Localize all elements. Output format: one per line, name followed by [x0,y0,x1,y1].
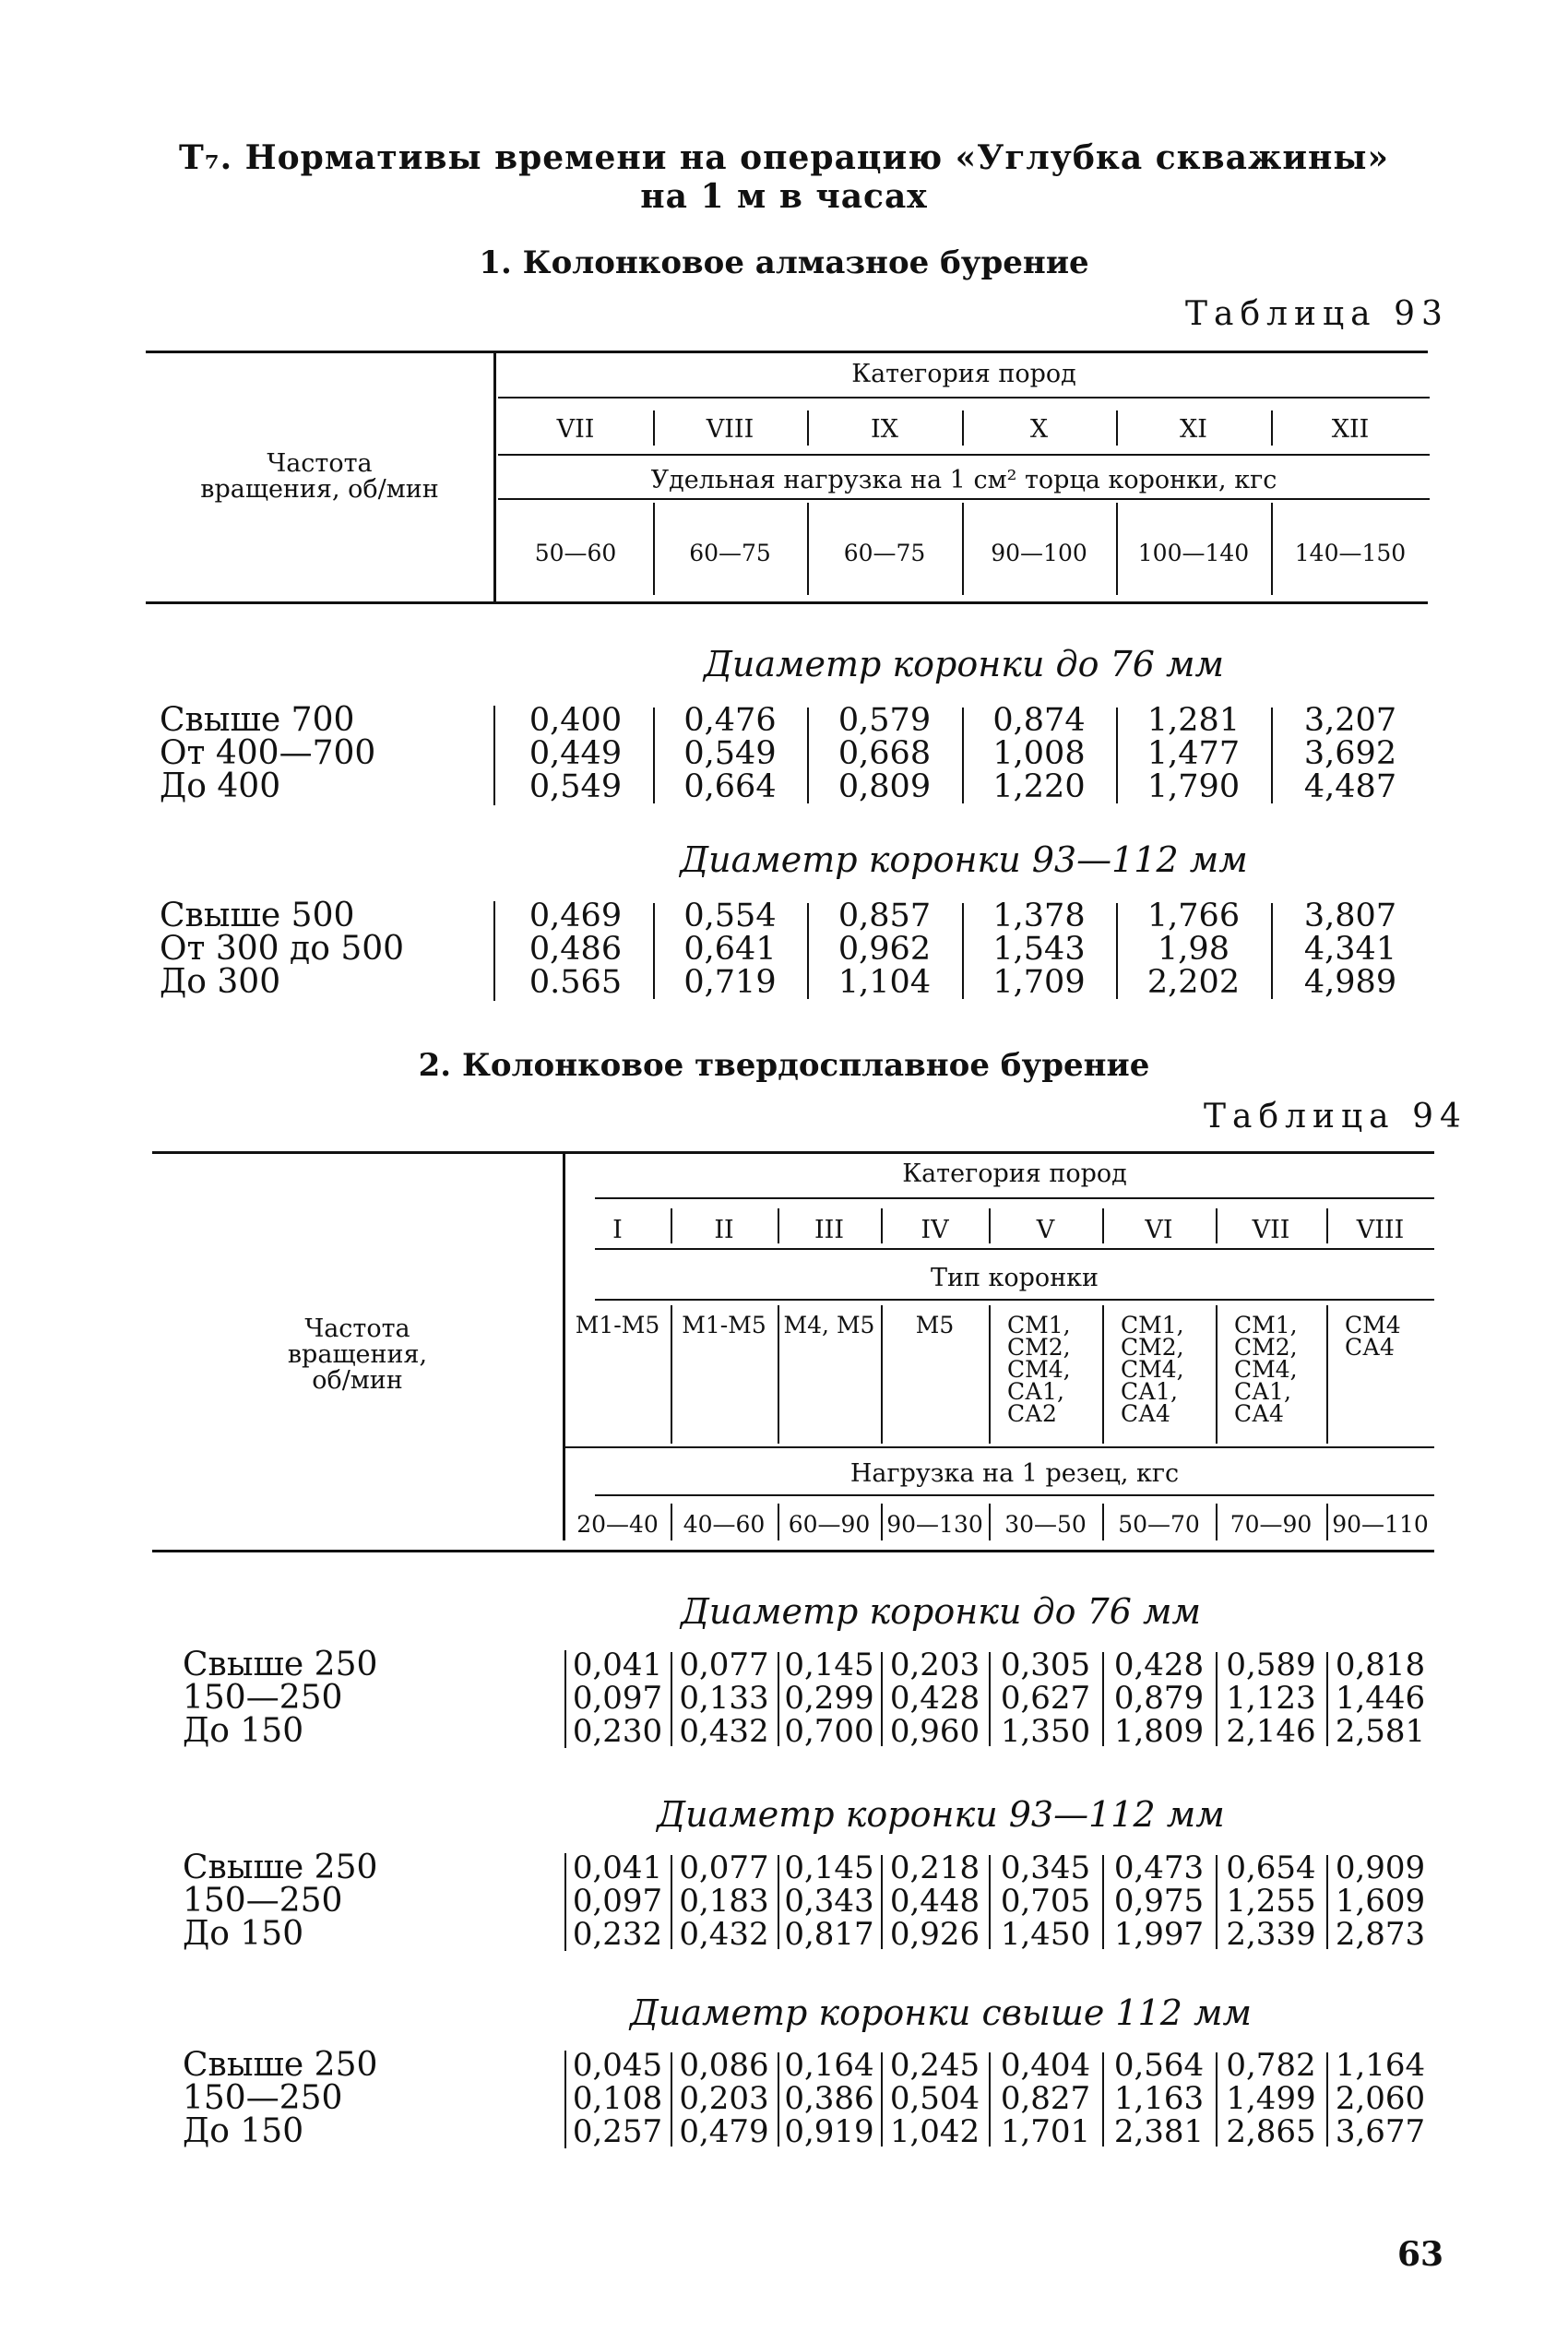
t94-crown-type-7: СМ4, [1234,1356,1298,1383]
t94-load-3: 60—90 [788,1511,871,1538]
t94-freq-label-1: Частота [304,1314,410,1343]
t94-cell: 0,108 [572,2080,663,2117]
t93-load-label: Удельная нагрузка на 1 см² торца коронки, кгс [650,466,1277,494]
t93-cell: 1,790 [1146,768,1241,805]
column-divider [1326,1504,1328,1540]
column-divider [1216,1855,1218,1949]
t94-cell: 1,450 [1000,1916,1091,1953]
t94-cell: 1,255 [1226,1883,1316,1920]
t93-category-6: XII [1331,415,1370,444]
column-divider [778,1855,779,1949]
t94-cell: 0,975 [1113,1883,1205,1920]
t94-crown-type-7: СА1, [1234,1378,1291,1405]
column-divider [989,1504,991,1540]
t94-cell: 0,654 [1226,1849,1316,1886]
t94-group-title: Диаметр коронки свыше 112 мм [629,1992,1253,2033]
t93-cell: 0,809 [837,768,932,805]
t94-cell: 1,446 [1335,1680,1426,1717]
t93-cell: 0,554 [683,898,777,934]
column-divider [989,1208,991,1243]
t94-freq-label-2: вращения, [287,1340,428,1369]
t94-crown-type-8: СМ4 [1345,1312,1401,1338]
t93-cell: 0,476 [683,702,777,739]
column-divider [1102,1652,1104,1746]
t94-cell: 0,097 [572,1883,663,1920]
t94-cell: 0,299 [784,1680,874,1717]
t93-category-1: VII [556,415,595,444]
t93-cell: 0,641 [683,931,777,968]
t94-cell: 0,564 [1113,2047,1205,2084]
t94-category-7: VII [1252,1216,1290,1244]
t94-category-3: III [814,1216,844,1244]
t94-cell: 0,345 [1000,1849,1091,1886]
t93-cell: 1,477 [1146,735,1241,772]
t93-cell: 0,664 [683,768,777,805]
t93-cell: 0,857 [837,898,932,934]
t93-cell: 0,579 [837,702,932,739]
section1-title: 1. Колонковое алмазное бурение [479,244,1089,281]
t94-category-4: IV [921,1216,949,1244]
t94-cell: 0,041 [572,1849,663,1886]
t93-load-4: 90—100 [991,540,1087,566]
column-divider [671,1208,672,1243]
t94-category-5: V [1036,1216,1055,1244]
t94-crown-type-5: СМ4, [1007,1356,1071,1383]
t94-cell: 0,473 [1113,1849,1205,1886]
t94-crown-type-6: СА4 [1121,1400,1170,1427]
t93-cell: 0,486 [529,931,623,968]
t94-cell: 0,218 [889,1849,980,1886]
t94-cell: 0,133 [679,1680,769,1717]
t94-cell: 0,245 [889,2047,980,2084]
t93-category-4: X [1029,415,1049,444]
t94-row-label: До 150 [183,1712,304,1750]
t93-cell: 0,874 [992,702,1086,739]
t94-cell: 0,343 [784,1883,874,1920]
t94-cell: 2,873 [1335,1916,1426,1953]
page-heading-line2: на 1 м в часах [640,177,928,216]
t94-cell: 1,701 [1000,2113,1091,2150]
t93-group-title: Диаметр коронки до 76 мм [704,644,1224,684]
t94-cell: 1,042 [889,2113,980,2150]
t94-row-label: 150—250 [183,1679,343,1717]
t93-cell: 1,220 [992,768,1086,805]
t93-cell: 1,766 [1146,898,1241,934]
column-divider [881,1504,883,1540]
column-divider [778,1652,779,1746]
t94-cell: 0,203 [679,2080,769,2117]
t94-cell: 0,203 [889,1647,980,1683]
column-divider [1326,1305,1328,1444]
table94-label: Таблица 94 [1204,1098,1467,1136]
t94-load-7: 70—90 [1229,1511,1313,1538]
column-divider [1216,1305,1218,1444]
t93-load-2: 60—75 [689,540,771,566]
t94-cell: 0,077 [679,1647,769,1683]
t94-cell: 1,164 [1335,2047,1426,2084]
t94-cell: 0,041 [572,1647,663,1683]
column-divider [989,1652,991,1746]
t93-row-label: Свыше 500 [160,897,355,934]
t94-crown-type-3: М4, М5 [783,1312,875,1338]
column-divider [1326,1208,1328,1243]
t94-cell: 0,504 [889,2080,980,2117]
t94-category-6: VI [1145,1216,1173,1244]
t94-cell: 0,164 [784,2047,874,2084]
column-divider [778,1208,779,1243]
t94-cell: 1,499 [1226,2080,1316,2117]
t94-cell: 0,045 [572,2047,663,2084]
t94-row-label: 150—250 [183,2079,343,2117]
t94-cell: 0,086 [679,2047,769,2084]
t94-cell: 0,386 [784,2080,874,2117]
column-divider [671,1305,672,1444]
t94-crown-type-1: М1-М5 [575,1312,660,1338]
t94-cell: 0,404 [1000,2047,1091,2084]
t93-cell: 0,549 [529,768,623,805]
t94-crown-type-7: СА4 [1234,1400,1284,1427]
t93-cell: 1,008 [992,735,1086,772]
t93-cell: 4,989 [1303,964,1397,1001]
t94-cell: 3,677 [1335,2113,1426,2150]
t94-load-2: 40—60 [683,1511,766,1538]
t93-cell: 0,668 [837,735,932,772]
t94-cell: 0,818 [1335,1647,1426,1683]
t94-cell: 2,146 [1226,1713,1316,1750]
t94-row-label: 150—250 [183,1882,343,1920]
t93-row-label: От 300 до 500 [160,930,405,968]
t93-cell: 3,692 [1303,735,1397,772]
column-divider [778,1305,779,1444]
t93-cell: 0.565 [529,964,623,1001]
column-divider [1326,1652,1328,1746]
t94-cell: 0,879 [1113,1680,1205,1717]
t93-row-label: До 400 [160,767,281,805]
t94-cell: 0,448 [889,1883,980,1920]
t93-load-1: 50—60 [534,540,617,566]
section2-title: 2. Колонковое твердосплавное бурение [418,1047,1150,1084]
column-divider [671,1855,672,1949]
t94-crown-type-4: М5 [915,1312,955,1338]
t94-cell: 0,428 [1113,1647,1205,1683]
t93-cell: 2,202 [1146,964,1241,1001]
t94-cell: 0,909 [1335,1849,1426,1886]
t94-cell: 0,589 [1226,1647,1316,1683]
t93-row-label: Свыше 700 [160,701,355,739]
t93-group-title: Диаметр коронки 93—112 мм [680,839,1248,880]
t93-cell: 4,341 [1303,931,1397,968]
t93-freq-label-2: вращения, об/мин [200,475,439,504]
column-divider [671,1652,672,1746]
column-divider [1102,1504,1104,1540]
column-divider [881,2052,883,2147]
t93-cell: 1,709 [992,964,1086,1001]
t93-row-label: До 300 [160,963,281,1001]
t94-row-label: До 150 [183,1915,304,1953]
column-divider [1102,1305,1104,1444]
t94-cell: 2,865 [1226,2113,1316,2150]
t94-crown-type-5: СМ2, [1007,1334,1071,1361]
column-divider [1102,1855,1104,1949]
column-divider [1216,2052,1218,2147]
t94-crown-type-8: СА4 [1345,1334,1395,1361]
t93-category-3: IX [871,415,898,444]
t94-category-label: Категория пород [902,1160,1127,1188]
t93-cell: 1,543 [992,931,1086,968]
t94-cell: 0,919 [784,2113,874,2150]
column-divider [1102,2052,1104,2147]
t94-cell: 2,339 [1226,1916,1316,1953]
t94-group-title: Диаметр коронки до 76 мм [681,1591,1201,1632]
t94-category-1: I [612,1216,623,1244]
table93-label: Таблица 93 [1185,295,1449,333]
column-divider [671,1504,672,1540]
t93-cell: 0,962 [837,931,932,968]
t94-cell: 0,817 [784,1916,874,1953]
t94-cell: 0,183 [679,1883,769,1920]
t93-category-5: XI [1180,415,1207,444]
column-divider [1326,1855,1328,1949]
column-divider [1216,1652,1218,1746]
t94-load-8: 90—110 [1332,1511,1429,1538]
t94-crown-type-5: СА1, [1007,1378,1064,1405]
t94-crown-type-5: СА2 [1007,1400,1057,1427]
t94-crown-type-2: М1-М5 [682,1312,766,1338]
t94-crown-type-7: СМ1, [1234,1312,1298,1338]
t94-cell: 0,077 [679,1849,769,1886]
t94-cell: 1,350 [1000,1713,1091,1750]
column-divider [778,2052,779,2147]
column-divider [671,2052,672,2147]
t94-cell: 0,627 [1000,1680,1091,1717]
t94-row-label: Свыше 250 [183,1849,378,1886]
t94-load-5: 30—50 [1004,1511,1087,1538]
t94-row-label: Свыше 250 [183,2046,378,2084]
t94-cell: 2,581 [1335,1713,1426,1750]
column-divider [1216,1208,1218,1243]
t94-load-label: Нагрузка на 1 резец, кгс [849,1459,1180,1488]
t93-load-5: 100—140 [1137,540,1250,566]
t93-cell: 0,469 [529,898,623,934]
t94-cell: 0,705 [1000,1883,1091,1920]
t94-crown-type-label: Тип коронки [930,1264,1099,1292]
t94-crown-type-6: СА1, [1121,1378,1178,1405]
page-heading-line1: Т₇. Нормативы времени на операцию «Углубка скважины» [179,138,1389,177]
column-divider [881,1652,883,1746]
t93-row-label: От 400—700 [160,734,376,772]
t93-cell: 1,98 [1158,931,1229,968]
t94-cell: 1,809 [1113,1713,1205,1750]
column-divider [1326,2052,1328,2147]
t94-load-6: 50—70 [1118,1511,1200,1538]
t94-cell: 0,145 [784,1849,874,1886]
column-divider [989,2052,991,2147]
column-divider [778,1504,779,1540]
t94-cell: 1,123 [1226,1680,1316,1717]
t94-row-label: До 150 [183,2112,304,2150]
column-divider [989,1305,991,1444]
t94-cell: 0,782 [1226,2047,1316,2084]
t93-cell: 0,719 [683,964,777,1001]
t94-freq-label-3: об/мин [312,1366,403,1395]
t94-crown-type-6: СМ2, [1121,1334,1184,1361]
t94-cell: 0,432 [679,1916,769,1953]
column-divider [1216,1504,1218,1540]
t94-cell: 0,097 [572,1680,663,1717]
t94-cell: 2,060 [1335,2080,1426,2117]
t93-cell: 3,207 [1303,702,1397,739]
t94-cell: 0,432 [679,1713,769,1750]
t94-crown-type-6: СМ1, [1121,1312,1184,1338]
t94-load-4: 90—130 [886,1511,983,1538]
t94-cell: 0,960 [889,1713,980,1750]
column-divider [881,1208,883,1243]
t93-freq-label-1: Частота [267,449,373,478]
t93-category-label: Категория пород [851,360,1076,388]
t94-cell: 2,381 [1113,2113,1205,2150]
t94-crown-type-7: СМ2, [1234,1334,1298,1361]
t94-cell: 0,232 [572,1916,663,1953]
t93-cell: 4,487 [1303,768,1397,805]
t94-cell: 1,997 [1113,1916,1205,1953]
column-divider [881,1855,883,1949]
t93-cell: 3,807 [1303,898,1397,934]
t94-load-1: 20—40 [576,1511,659,1538]
t94-cell: 0,479 [679,2113,769,2150]
t94-cell: 0,230 [572,1713,663,1750]
t93-cell: 0,400 [529,702,623,739]
column-divider [989,1855,991,1949]
t93-category-2: VIII [706,415,754,444]
t93-cell: 0,549 [683,735,777,772]
t94-cell: 0,700 [784,1713,874,1750]
page-number: 63 [1397,2235,1444,2274]
t93-load-3: 60—75 [843,540,926,566]
t94-category-8: VIII [1356,1216,1405,1244]
t94-cell: 1,609 [1335,1883,1426,1920]
t93-cell: 0,449 [529,735,623,772]
column-divider [1102,1208,1104,1243]
t94-cell: 0,827 [1000,2080,1091,2117]
t94-cell: 0,926 [889,1916,980,1953]
t94-crown-type-6: СМ4, [1121,1356,1184,1383]
t93-cell: 1,378 [992,898,1086,934]
t94-cell: 0,428 [889,1680,980,1717]
t94-category-2: II [714,1216,734,1244]
t94-crown-type-5: СМ1, [1007,1312,1071,1338]
t93-cell: 1,281 [1146,702,1241,739]
column-divider [881,1305,883,1444]
t94-group-title: Диаметр коронки 93—112 мм [657,1794,1225,1835]
t94-cell: 0,305 [1000,1647,1091,1683]
t94-row-label: Свыше 250 [183,1646,378,1683]
t94-cell: 1,163 [1113,2080,1205,2117]
t93-cell: 1,104 [837,964,932,1001]
t93-load-6: 140—150 [1294,540,1407,566]
t94-cell: 0,145 [784,1647,874,1683]
t94-cell: 0,257 [572,2113,663,2150]
